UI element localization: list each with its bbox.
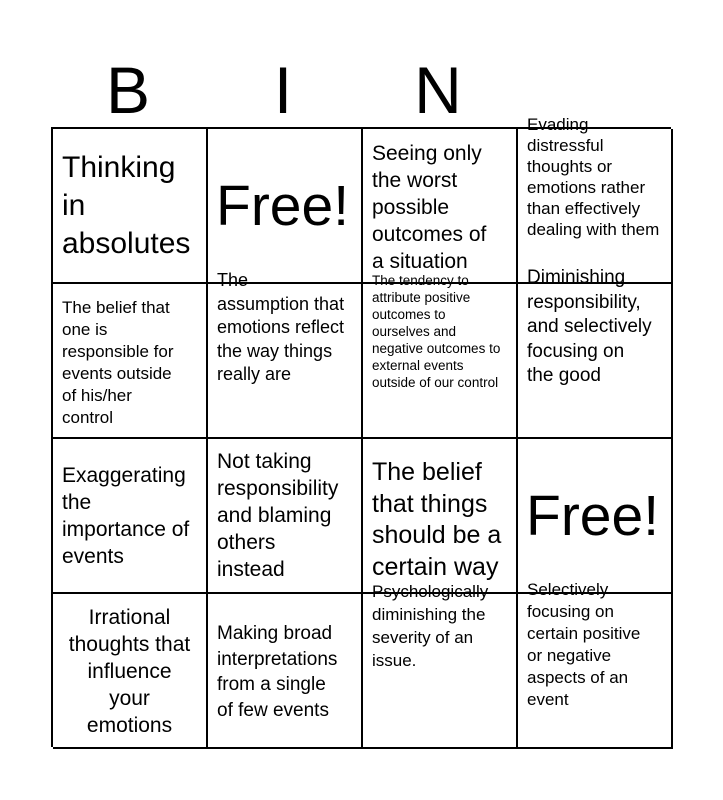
free-space-cell[interactable] <box>518 439 673 594</box>
free-space-label: Free! <box>526 484 660 548</box>
cell-text: Diminishing responsibility, and selectively focusing on the good <box>527 267 652 386</box>
bingo-cell[interactable] <box>518 267 673 439</box>
bingo-cell[interactable] <box>208 439 363 594</box>
bingo-cell[interactable] <box>363 439 518 594</box>
bingo-cell[interactable] <box>363 129 518 284</box>
cell-text: Exaggerating the importance of events <box>62 464 190 568</box>
cell-text: The tendency to attribute positive outcomes to ourselves and negative outcomes to external events outside of our control <box>372 273 501 390</box>
cell-text: Making broad interpretations from a single of few events <box>217 623 338 721</box>
bingo-card <box>51 115 671 747</box>
cell-text: Seeing only the worst possible outcomes of a situation <box>372 142 487 273</box>
bingo-cell[interactable] <box>53 439 208 594</box>
bingo-cell[interactable] <box>363 273 518 439</box>
bingo-cell[interactable] <box>53 594 208 749</box>
bingo-cell[interactable] <box>518 580 673 749</box>
cell-text: Psychologically diminishing the severity of an issue. <box>372 582 489 670</box>
cell-text: The assumption that emotions reflect the way things really are <box>217 270 345 384</box>
cell-text: Irrational thoughts that influence your emotions <box>68 606 191 737</box>
cell-text: Thinking in absolutes <box>62 151 191 260</box>
bingo-cell[interactable] <box>208 270 363 439</box>
bingo-cell[interactable] <box>53 284 208 439</box>
cell-text: Not taking responsibility and blaming others instead <box>217 450 339 581</box>
header-letter-i: I <box>273 53 293 127</box>
bingo-cell[interactable] <box>363 582 518 749</box>
bingo-cell[interactable] <box>518 115 673 284</box>
header-letter-n: N <box>414 53 462 127</box>
bingo-cell[interactable] <box>53 129 208 284</box>
cell-text: Evading distressful thoughts or emotions rather than effectively dealing with them <box>527 115 660 239</box>
cell-text: The belief that one is responsible for events outside of his/her control <box>62 298 174 427</box>
cell-text: Selectively focusing on certain positive or negative aspects of an event <box>527 580 641 709</box>
free-space-label: Free! <box>216 174 350 238</box>
bingo-cell[interactable] <box>208 594 363 749</box>
free-space-cell[interactable] <box>208 129 363 284</box>
cell-text: The belief that things should be a certain way <box>372 458 502 581</box>
header-letter-b: B <box>105 53 151 127</box>
